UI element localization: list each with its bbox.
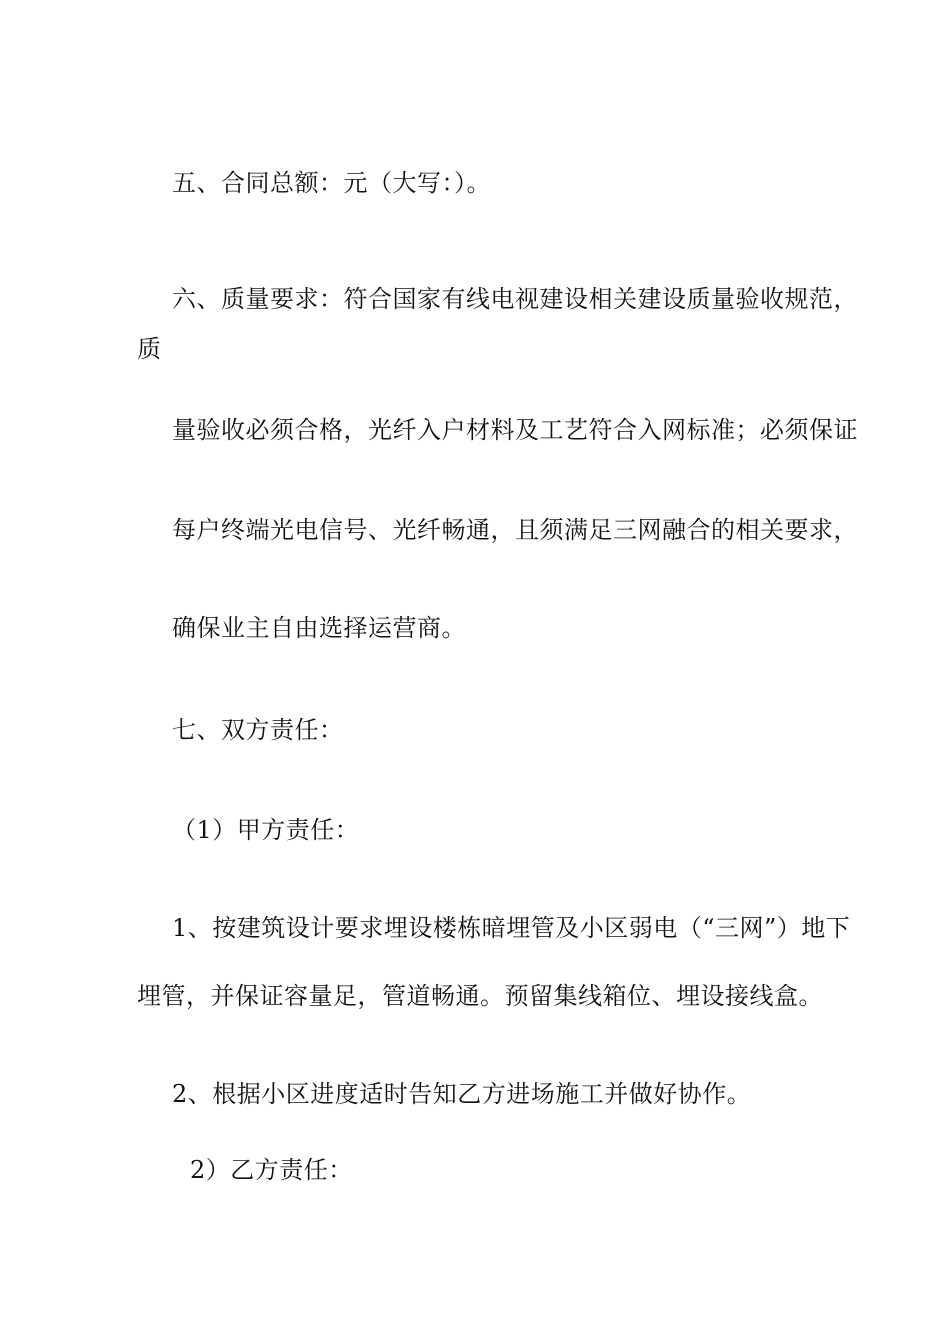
contract-total-line: 五、合同总额：元（大写：）。: [172, 169, 491, 197]
party-b-heading: 2）乙方责任：: [190, 1156, 353, 1184]
party-a-heading: （1）甲方责任：: [172, 816, 360, 844]
party-a-item-1: 1、按建筑设计要求埋设楼栋暗埋管及小区弱电（“三网”）地下: [172, 914, 851, 942]
quality-wrap-char: 质: [137, 335, 162, 363]
party-a-item-2: 2、根据小区进度适时告知乙方进场施工并做好协作。: [172, 1080, 752, 1108]
responsibilities-heading: 七、双方责任：: [172, 716, 344, 744]
party-a-item-1-cont: 埋管，并保证容量足，管道畅通。预留集线箱位、埋设接线盒。: [137, 982, 823, 1010]
quality-requirement-cont-1: 量验收必须合格，光纤入户材料及工艺符合入网标准；必须保证: [172, 416, 858, 444]
quality-requirement-line: 六、质量要求：符合国家有线电视建设相关建设质量验收规范，: [172, 285, 858, 313]
quality-requirement-cont-3: 确保业主自由选择运营商。: [172, 614, 466, 642]
quality-requirement-cont-2: 每户终端光电信号、光纤畅通，且须满足三网融合的相关要求，: [172, 516, 858, 544]
